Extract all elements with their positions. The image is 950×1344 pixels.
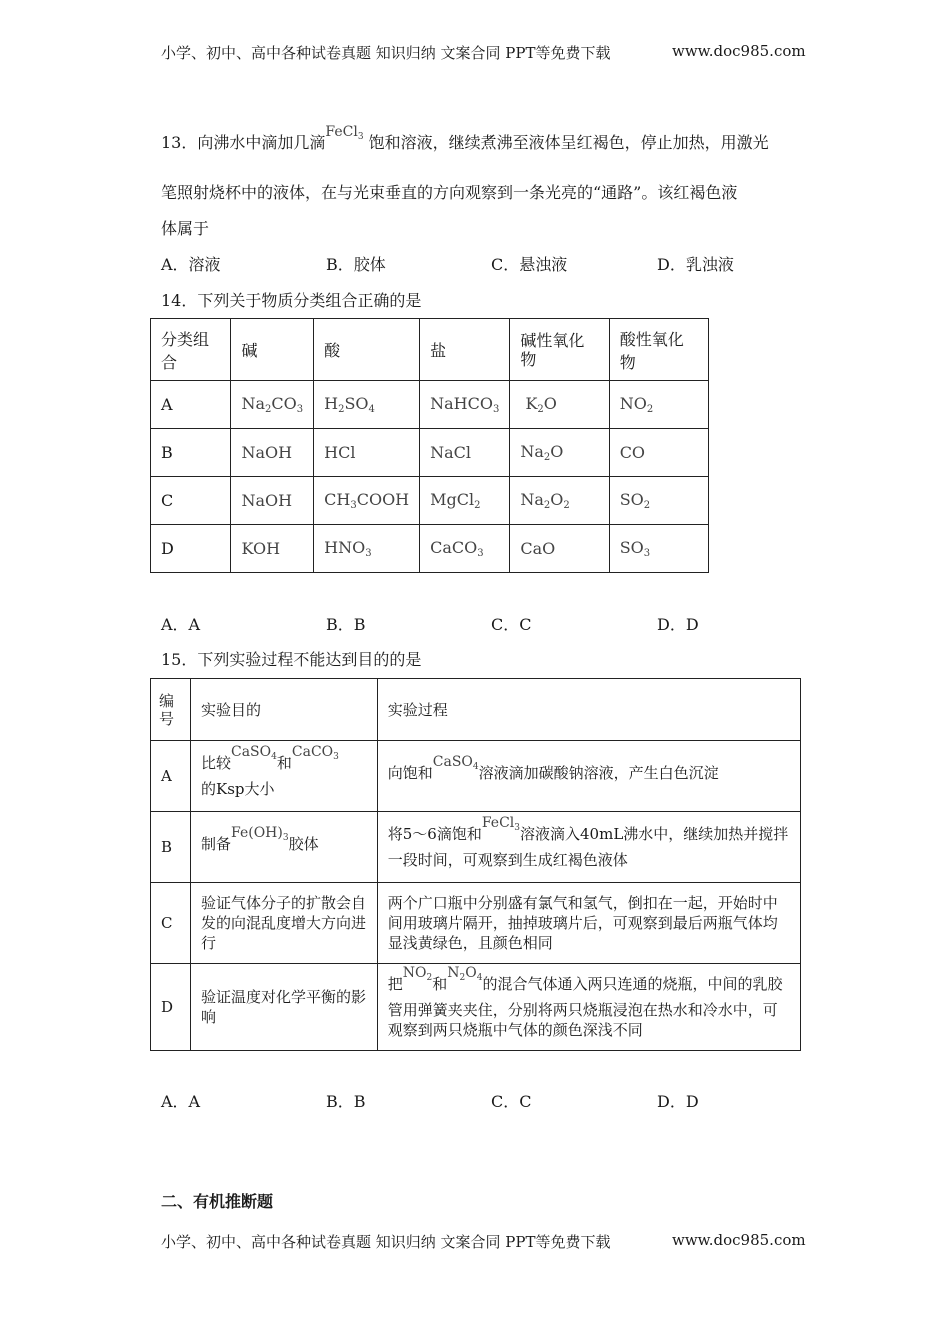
table-row: [151, 964, 801, 1051]
q13-formula: FeCl$_3$: [325, 124, 364, 142]
q14-header-row: [151, 319, 709, 381]
q13-option-b: B．胶体: [326, 255, 386, 274]
base-cell: $Na_2CO_3$: [231, 381, 314, 429]
q14-header-cell: 分类组合: [151, 319, 231, 381]
row-label: C: [151, 883, 191, 964]
purpose-cell: 验证气体分子的扩散会自发的向混乱度增大方向进行: [190, 883, 377, 964]
row-label: A: [151, 381, 231, 429]
salt-cell: NaHCO$_3$: [420, 381, 510, 429]
header-right: www.doc985.com: [672, 42, 806, 60]
row-label: D: [151, 525, 231, 573]
basic-oxide-cell: CaO: [510, 525, 609, 573]
q14-header-cell: 碱性氧化物: [510, 319, 609, 381]
salt-cell: MgCl$_2$: [420, 477, 510, 525]
q13-option-d: D．乳浊液: [657, 255, 734, 274]
table-row: [151, 525, 709, 573]
salt-cell: CaCO$_3$: [420, 525, 510, 573]
table-row: [151, 741, 801, 812]
acid-cell: HCl: [314, 429, 420, 477]
base-cell: KOH: [231, 525, 314, 573]
purpose-cell: 比较CaSO$_4$和CaCO$_3$ 的Ksp大小: [190, 741, 377, 812]
acid-cell: $HNO_3$: [314, 525, 420, 573]
process-cell: 将5～6滴饱和FeCl$_3$溶液滴入40mL沸水中，继续加热并搅拌一段时间，可观察到生成红褐色液体: [377, 812, 800, 883]
process-cell: 把$NO_2$和$N_2O_4$的混合气体通入两只连通的烧瓶，中间的乳胶管用弹簧夹夹住，分别将两只烧瓶浸泡在热水和冷水中，可观察到两只烧瓶中气体的颜色深浅不同: [377, 964, 800, 1051]
table-row: [151, 429, 709, 477]
section-title: 二、有机推断题: [161, 1192, 274, 1211]
q14-option-d: D．D: [657, 615, 699, 634]
q13-option-c: C．悬浊液: [491, 255, 568, 274]
q13-line1: [161, 124, 769, 154]
q15-option-b: B．B: [326, 1092, 366, 1111]
q14-header-cell: 盐: [420, 319, 510, 381]
q15-header-row: [151, 679, 801, 741]
q13-line2: 笔照射烧杯中的液体，在与光束垂直的方向观察到一条光亮的“通路”。该红褐色液: [161, 183, 738, 202]
q14-header-cell: 酸性氧化物: [609, 319, 708, 381]
salt-cell: NaCl: [420, 429, 510, 477]
q14-stem: 14．下列关于物质分类组合正确的是: [161, 291, 422, 310]
q15-header-cell: 实验过程: [377, 679, 800, 741]
row-label: B: [151, 429, 231, 477]
row-label: A: [151, 741, 191, 812]
q13-line1-rest: 饱和溶液，继续煮沸至液体呈红褐色，停止加热，用激光: [368, 133, 769, 152]
acidic-oxide-cell: CO: [609, 429, 708, 477]
q15-table: [150, 678, 801, 1051]
table-row: [151, 812, 801, 883]
row-label: C: [151, 477, 231, 525]
footer-right: www.doc985.com: [672, 1231, 806, 1249]
footer-left: 小学、初中、高中各种试卷真题 知识归纳 文案合同 PPT等免费下载: [161, 1233, 611, 1251]
basic-oxide-cell: $Na_2O_2$: [510, 477, 609, 525]
q15-option-a: A．A: [161, 1092, 201, 1111]
acid-cell: $H_2SO_4$: [314, 381, 420, 429]
table-row: [151, 381, 709, 429]
q15-header-cell: 编号: [151, 679, 191, 741]
acidic-oxide-cell: $SO_3$: [609, 525, 708, 573]
acidic-oxide-cell: $NO_2$: [609, 381, 708, 429]
q13-line3: 体属于: [161, 219, 210, 238]
acid-cell: $CH_3COOH$: [314, 477, 420, 525]
row-label: B: [151, 812, 191, 883]
q14-table: [150, 318, 709, 573]
q14-option-c: C．C: [491, 615, 532, 634]
q13-prefix: 13．向沸水中滴加几滴: [161, 133, 326, 152]
q14-option-b: B．B: [326, 615, 366, 634]
purpose-cell: 制备$Fe(OH)_3$胶体: [190, 812, 377, 883]
acidic-oxide-cell: $SO_2$: [609, 477, 708, 525]
table-row: [151, 477, 709, 525]
q15-header-cell: 实验目的: [190, 679, 377, 741]
q14-header-cell: 酸: [314, 319, 420, 381]
header-left: 小学、初中、高中各种试卷真题 知识归纳 文案合同 PPT等免费下载: [161, 44, 611, 62]
q15-option-d: D．D: [657, 1092, 699, 1111]
base-cell: NaOH: [231, 477, 314, 525]
process-cell: 两个广口瓶中分别盛有氯气和氢气，倒扣在一起，开始时中间用玻璃片隔开，抽掉玻璃片后，可观察到最后两瓶气体均显浅黄绿色，且颜色相同: [377, 883, 800, 964]
base-cell: NaOH: [231, 429, 314, 477]
process-cell: 向饱和CaSO$_4$溶液滴加碳酸钠溶液，产生白色沉淀: [377, 741, 800, 812]
basic-oxide-cell: $Na_2O$: [510, 429, 609, 477]
q15-option-c: C．C: [491, 1092, 532, 1111]
purpose-cell: 验证温度对化学平衡的影响: [190, 964, 377, 1051]
q13-option-a: A．溶液: [161, 255, 221, 274]
q14-header-cell: 碱: [231, 319, 314, 381]
row-label: D: [151, 964, 191, 1051]
q15-stem: 15．下列实验过程不能达到目的的是: [161, 650, 422, 669]
table-row: [151, 883, 801, 964]
q14-option-a: A．A: [161, 615, 201, 634]
basic-oxide-cell: $K_2O$: [510, 381, 609, 429]
